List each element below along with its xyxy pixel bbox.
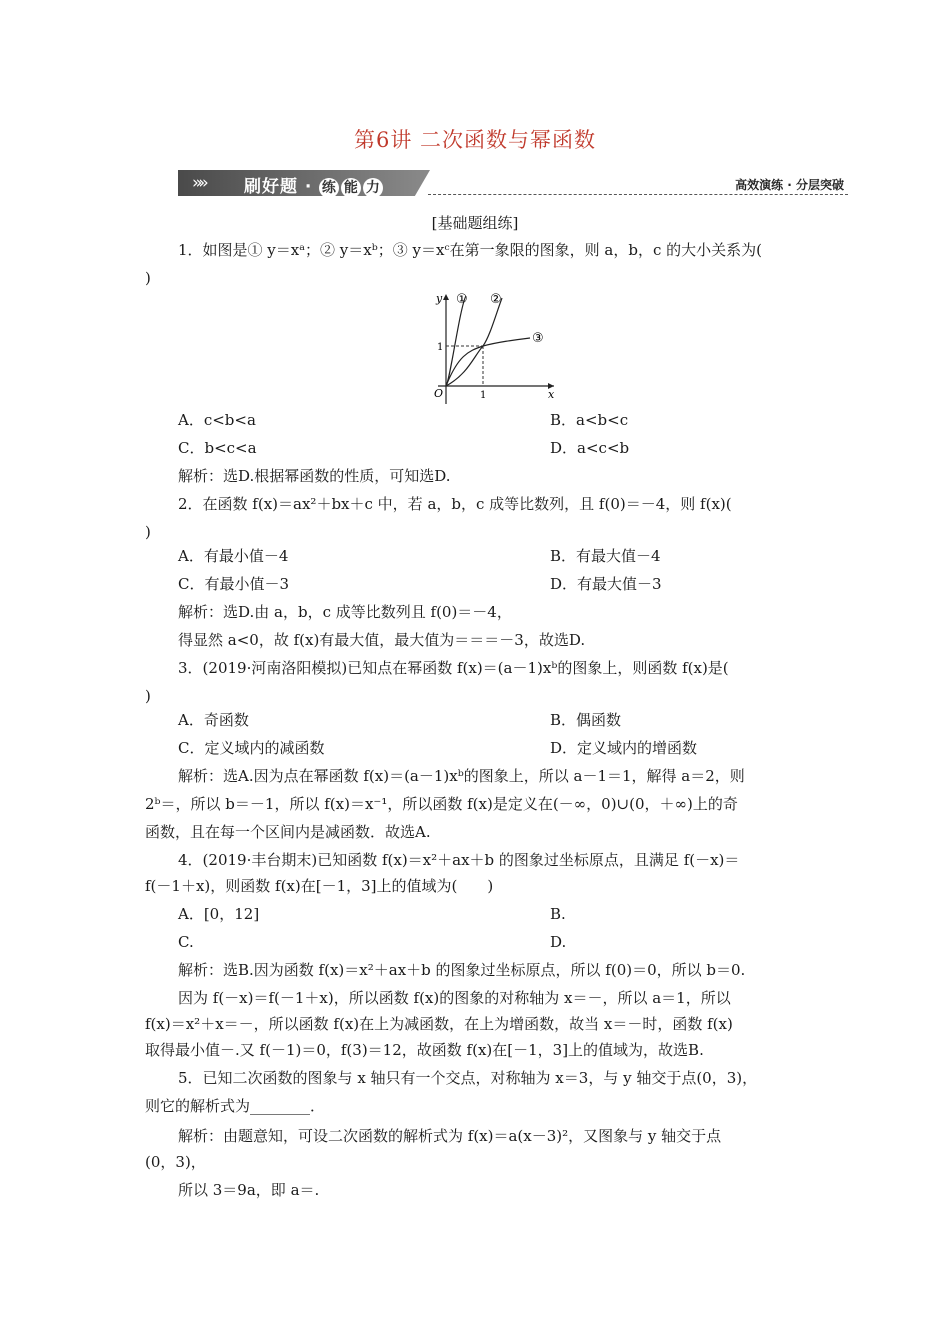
banner-dot: · [304, 177, 313, 197]
section-banner [178, 166, 850, 198]
q3-option-b: B．偶函数 [550, 711, 622, 729]
q3-close: ) [145, 687, 151, 705]
q4-answer-4: 取得最小值－.又 f(－1)＝0，f(3)＝12，故函数 f(x)在[－1，3]上的值域为，故选B. [145, 1041, 704, 1059]
q4-option-d: D. [550, 933, 567, 951]
curve-3-label: ③ [532, 331, 544, 346]
q4-option-b: B. [550, 905, 566, 923]
q4-answer-1: 解析：选B.因为函数 f(x)＝x²＋ax＋b 的图象过坐标原点，所以 f(0)＝0，所以 b＝0. [178, 961, 746, 979]
q5-answer-2: (0，3)， [145, 1153, 206, 1171]
page-title: 第6讲 二次函数与幂函数 [353, 128, 597, 152]
q2-option-b: B．有最大值－4 [550, 547, 661, 565]
q3-answer-2: 2ᵇ＝，所以 b＝－1，所以 f(x)＝x⁻¹，所以函数 f(x)是定义在(－∞，0)∪(0，＋∞)上的奇 [145, 795, 738, 813]
y-tick-1: 1 [437, 342, 444, 353]
x-tick-1: 1 [480, 390, 487, 401]
q1-option-d: D．a<c<b [550, 439, 630, 457]
y-axis-arrow-icon [443, 294, 449, 300]
q2-answer-1: 解析：选D.由 a，b，c 成等比数列且 f(0)＝－4， [178, 603, 512, 621]
q2-close: ) [145, 523, 151, 541]
q3-stem: 3．(2019·河南洛阳模拟)已知点在幂函数 f(x)＝(a－1)xᵇ的图象上，则函数 f(x)是( [178, 659, 729, 677]
q4-stem-1: 4．(2019·丰台期末)已知函数 f(x)＝x²＋ax＋b 的图象过坐标原点，且满足 f(－x)＝ [178, 851, 740, 869]
chevron-right-icon: »» [192, 173, 205, 193]
banner-char-3: 力 [363, 178, 383, 198]
q5-answer-1: 解析：由题意知，可设二次函数的解析式为 f(x)＝a(x－3)²，又图象与 y 轴交于点 [178, 1127, 722, 1145]
y-label: y [436, 292, 443, 305]
curve-3 [446, 338, 530, 386]
q3-option-a: A．奇函数 [178, 711, 249, 729]
banner-char-2: 能 [341, 178, 361, 198]
curve-2 [446, 298, 502, 386]
q3-answer-3: 函数，且在每一个区间内是减函数．故选A. [145, 823, 431, 841]
q5-stem-2: 则它的解析式为________． [145, 1097, 326, 1115]
banner-subtitle: 高效演练 · 分层突破 [735, 178, 844, 192]
q2-option-a: A．有最小值－4 [178, 547, 289, 565]
curve-1-label: ① [456, 292, 468, 307]
banner-char-1: 练 [319, 178, 339, 198]
curve-2-label: ② [490, 292, 502, 307]
x-label: x [548, 388, 555, 401]
q1-answer: 解析：选D.根据幂函数的性质，可知选D. [178, 467, 451, 485]
q4-option-c: C. [178, 933, 194, 951]
section-heading: [基础题组练] [431, 214, 519, 232]
q1-close: ) [145, 269, 151, 287]
q1-option-c: C．b<c<a [178, 439, 257, 457]
q4-answer-2: 因为 f(－x)＝f(－1＋x)，所以函数 f(x)的图象的对称轴为 x＝－，所以 a＝1，所以 [178, 989, 731, 1007]
q2-stem: 2．在函数 f(x)＝ax²＋bx＋c 中，若 a，b，c 成等比数列，且 f(0)＝－4，则 f(x)( [178, 495, 732, 513]
q4-option-a: A．[0，12] [178, 905, 260, 923]
q5-answer-3: 所以 3＝9a，即 a＝. [178, 1181, 320, 1199]
q3-option-c: C．定义域内的减函数 [178, 739, 325, 757]
q2-option-d: D．有最大值－3 [550, 575, 662, 593]
q5-stem-1: 5．已知二次函数的图象与 x 轴只有一个交点，对称轴为 x＝3，与 y 轴交于点(0，3)， [178, 1069, 758, 1087]
q2-answer-2: 得显然 a<0，故 f(x)有最大值，最大值为＝＝＝－3，故选D. [178, 631, 586, 649]
banner-label-text: 刷好题 [244, 177, 298, 197]
banner-divider [428, 194, 848, 195]
q2-option-c: C．有最小值－3 [178, 575, 290, 593]
origin-label: O [434, 387, 444, 400]
q4-answer-3: f(x)＝x²＋x＝－，所以函数 f(x)在上为减函数，在上为增函数，故当 x＝－时，函数 f(x) [145, 1015, 733, 1033]
q4-stem-2: f(－1＋x)，则函数 f(x)在[－1，3]上的值域为( ) [145, 877, 494, 895]
q1-stem: 1．如图是① y＝xᵃ；② y＝xᵇ；③ y＝xᶜ在第一象限的图象，则 a，b，c 的大小关系为( [178, 241, 762, 259]
q1-option-a: A．c<b<a [178, 411, 256, 429]
q1-option-b: B．a<b<c [550, 411, 629, 429]
banner-label [244, 172, 385, 198]
q3-answer-1: 解析：选A.因为点在幂函数 f(x)＝(a－1)xᵇ的图象上，所以 a－1＝1，解得 a＝2，则 [178, 767, 745, 785]
q3-option-d: D．定义域内的增函数 [550, 739, 698, 757]
q1-power-function-graph [418, 286, 558, 404]
